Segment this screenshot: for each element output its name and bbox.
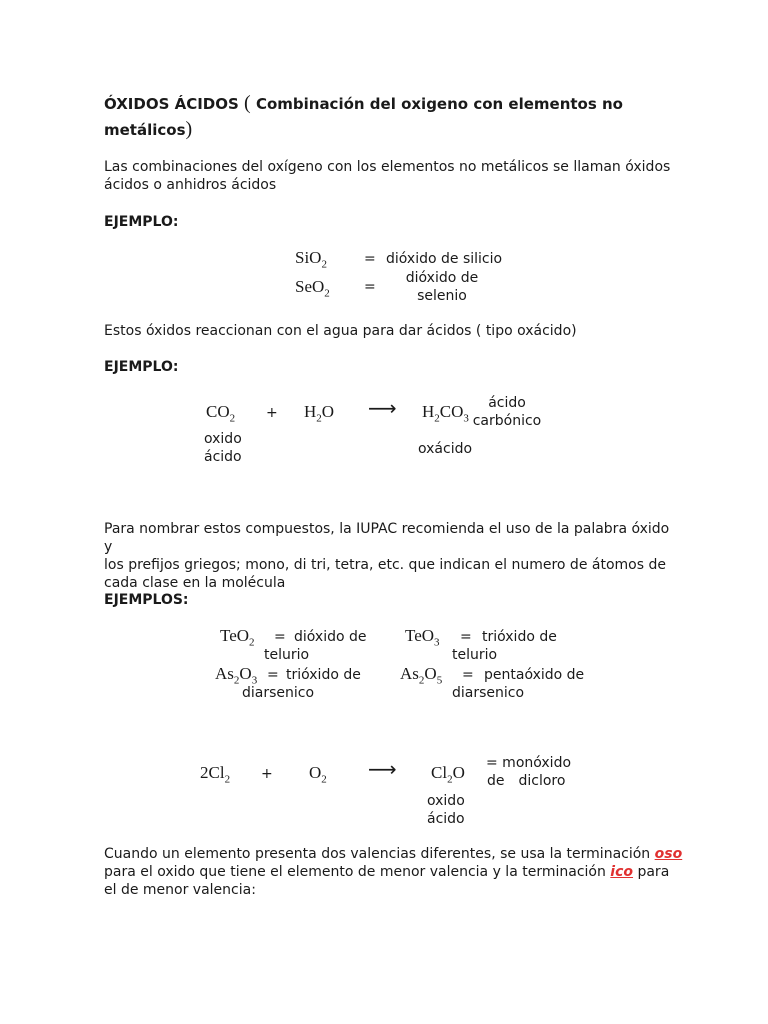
name-seo2: dióxido de selenio <box>405 270 479 304</box>
formula-teo2: TeO$_2$ <box>220 626 255 649</box>
formula-h2co3: $H_2CO_3$ <box>422 402 469 425</box>
equals-sign: = <box>364 251 376 267</box>
formula-co2: $CO_2$ <box>206 402 236 425</box>
page-title-line2 <box>104 120 192 139</box>
name-teo3-line2: telurio <box>452 647 498 663</box>
name-sio2: dióxido de silicio <box>386 251 503 267</box>
formula-teo3: TeO$_3$ <box>405 626 440 649</box>
name-teo2-line1: dióxido de <box>294 629 367 645</box>
suffix-ico: ico <box>610 864 634 880</box>
title-subtitle-line1: Combinación del oxigeno con elementos no <box>255 95 623 113</box>
formula-as2o3: $As_2O_3$ <box>215 664 258 687</box>
example2-heading: EJEMPLO: <box>104 359 179 375</box>
formula-o2: $O_2$ <box>309 763 327 786</box>
title-subtitle-line2: metálicos <box>104 121 186 139</box>
equals-sign: = <box>267 667 279 683</box>
label-oxido-acido: oxido ácido <box>204 431 242 465</box>
name-cl2o-line1: = monóxido <box>486 755 572 771</box>
equals-sign: = <box>274 629 286 645</box>
equals-sign: = <box>364 279 376 295</box>
name-as2o5-line1: pentaóxido de <box>484 667 585 683</box>
label-oxido-acido-2: oxido ácido <box>427 793 465 827</box>
name-as2o5-line2: diarsenico <box>452 685 525 701</box>
name-teo2-line2: telurio <box>264 647 310 663</box>
plus-sign: + <box>261 766 273 782</box>
formula-2cl2: $2Cl_2$ <box>200 763 231 786</box>
reaction-arrow: ⟶ <box>368 757 397 781</box>
acid-name-carbonico: ácido carbónico <box>472 395 542 429</box>
label-oxacido: oxácido <box>418 441 473 457</box>
name-as2o3-line2: diarsenico <box>242 685 315 701</box>
intro-paragraph <box>104 158 674 194</box>
name-as2o3-line1: trióxido de <box>286 667 361 683</box>
title-close-paren: ) <box>185 118 193 140</box>
examples3-heading: EJEMPLOS: <box>104 592 189 608</box>
formula-seo2: SeO$_2$ <box>295 277 330 300</box>
page-title <box>104 94 623 113</box>
name-cl2o-line2: de dicloro <box>487 773 566 789</box>
equals-sign: = <box>462 667 474 683</box>
equals-sign: = <box>460 629 472 645</box>
title-open-paren: ( <box>244 92 251 114</box>
title-main: ÓXIDOS ÁCIDOS <box>104 95 239 113</box>
suffix-oso: oso <box>654 846 683 862</box>
iupac-paragraph: Para nombrar estos compuestos, la IUPAC recomienda el uso de la palabra óxido y los prefijos griegos; mono, di tri, tetra, etc. que indican el numero de átomos de cada clase en la molécula <box>104 521 670 591</box>
formula-as2o5: $As_2O_5$ <box>400 664 443 687</box>
valence-paragraph: Cuando un elemento presenta dos valencias diferentes, se usa la terminación oso para el oxido que tiene el elemento de menor valencia y la terminación ico para el de menor valencia: <box>104 846 683 898</box>
name-teo3-line1: trióxido de <box>482 629 557 645</box>
example1-heading: EJEMPLO: <box>104 214 179 230</box>
formula-cl2o: $Cl_2O$ <box>431 763 465 786</box>
intro-line2: ácidos o anhidros ácidos <box>104 177 277 193</box>
intro-line1: Las combinaciones del oxígeno con los elementos no metálicos se llaman óxidos <box>104 159 671 175</box>
formula-sio2: SiO$_2$ <box>295 248 327 271</box>
reaction-arrow: ⟶ <box>368 396 397 420</box>
reaction-text: Estos óxidos reaccionan con el agua para dar ácidos ( tipo oxácido) <box>104 323 577 339</box>
plus-sign: + <box>266 405 278 421</box>
formula-h2o: $H_2O$ <box>304 402 335 425</box>
